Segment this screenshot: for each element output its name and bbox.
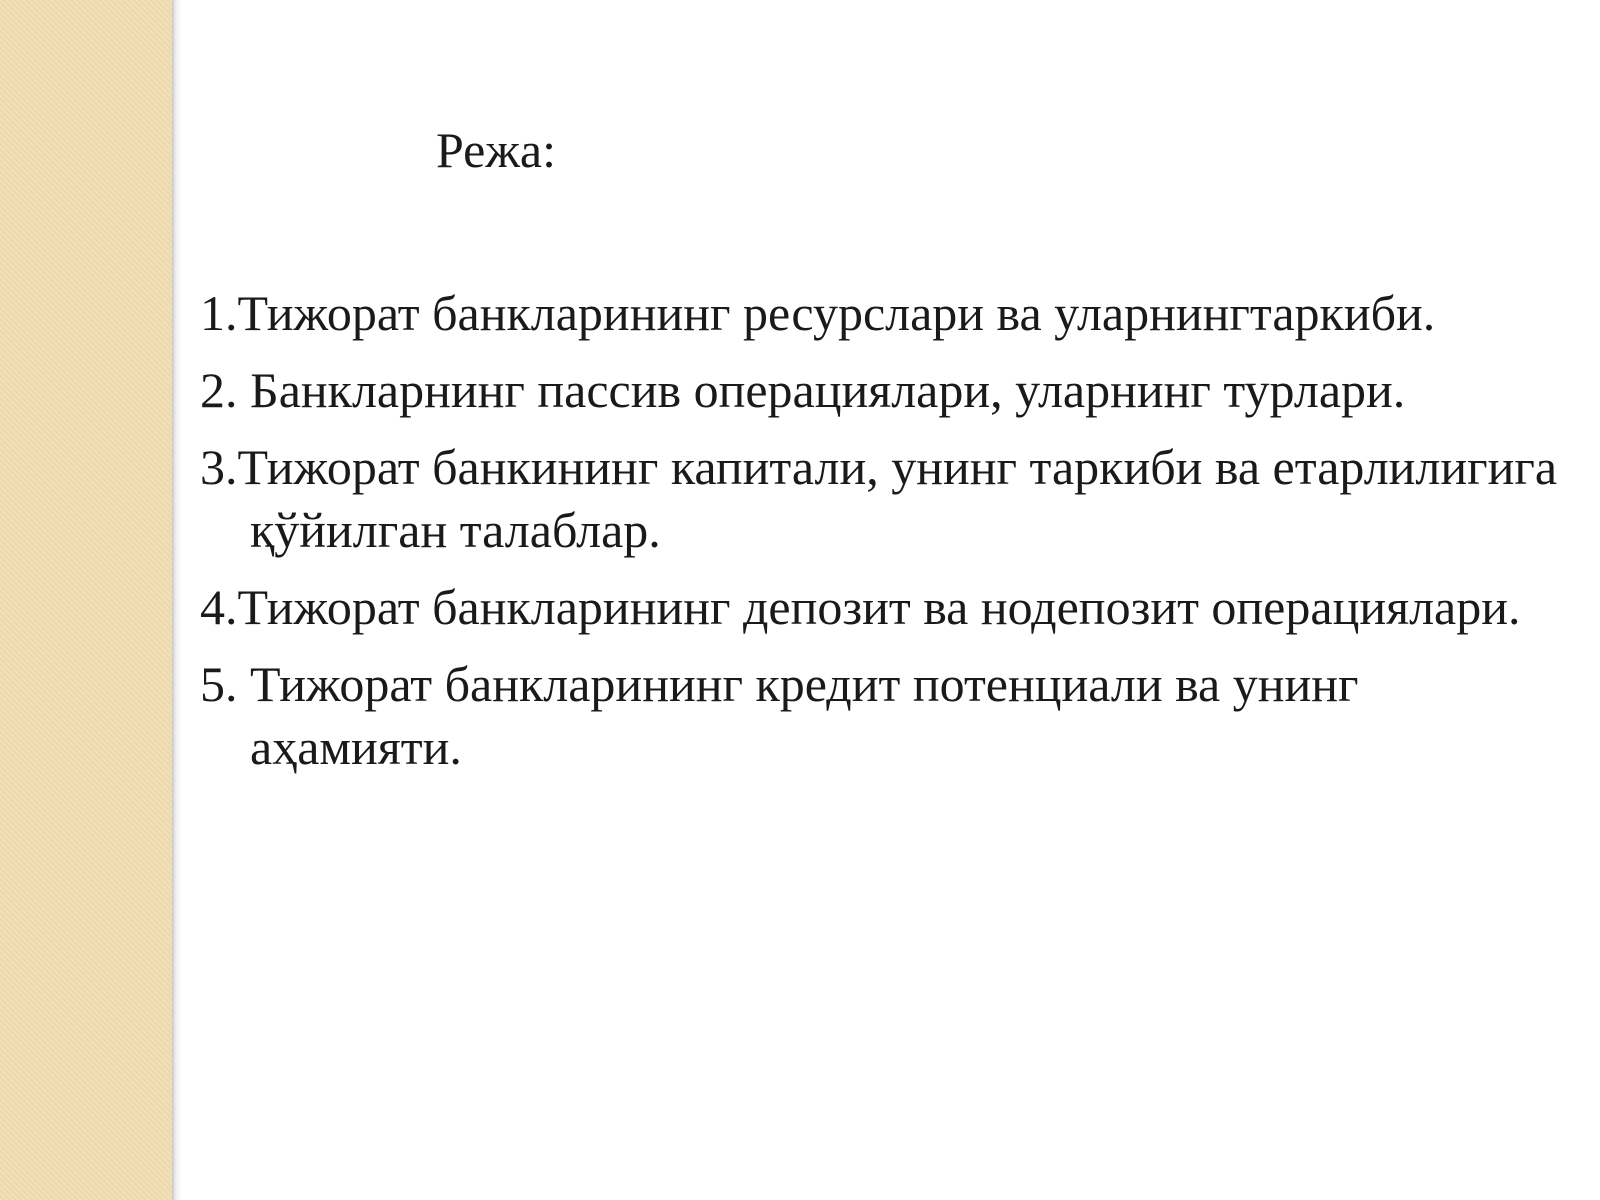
plan-list: [200, 282, 1570, 793]
decorative-side-band: [0, 0, 172, 1200]
plan-item-3: 3.Тижорат банкининг капитали, унинг таркиби ва етарлилигига қўйилган талаблар.: [200, 439, 1558, 558]
plan-item-1: 1.Тижорат банкларининг ресурслари ва уларнингтаркиби.: [200, 285, 1436, 341]
plan-item-5: 5. Тижорат банкларининг кредит потенциали ва унинг аҳамияти.: [200, 656, 1359, 775]
plan-item-2: 2. Банкларнинг пассив операциялари, уларнинг турлари.: [200, 362, 1406, 418]
side-band-shadow: [172, 0, 182, 1200]
slide-title: Режа:: [436, 122, 556, 178]
plan-item-4: 4.Тижорат банкларининг депозит ва нодепозит операциялари.: [200, 579, 1521, 635]
